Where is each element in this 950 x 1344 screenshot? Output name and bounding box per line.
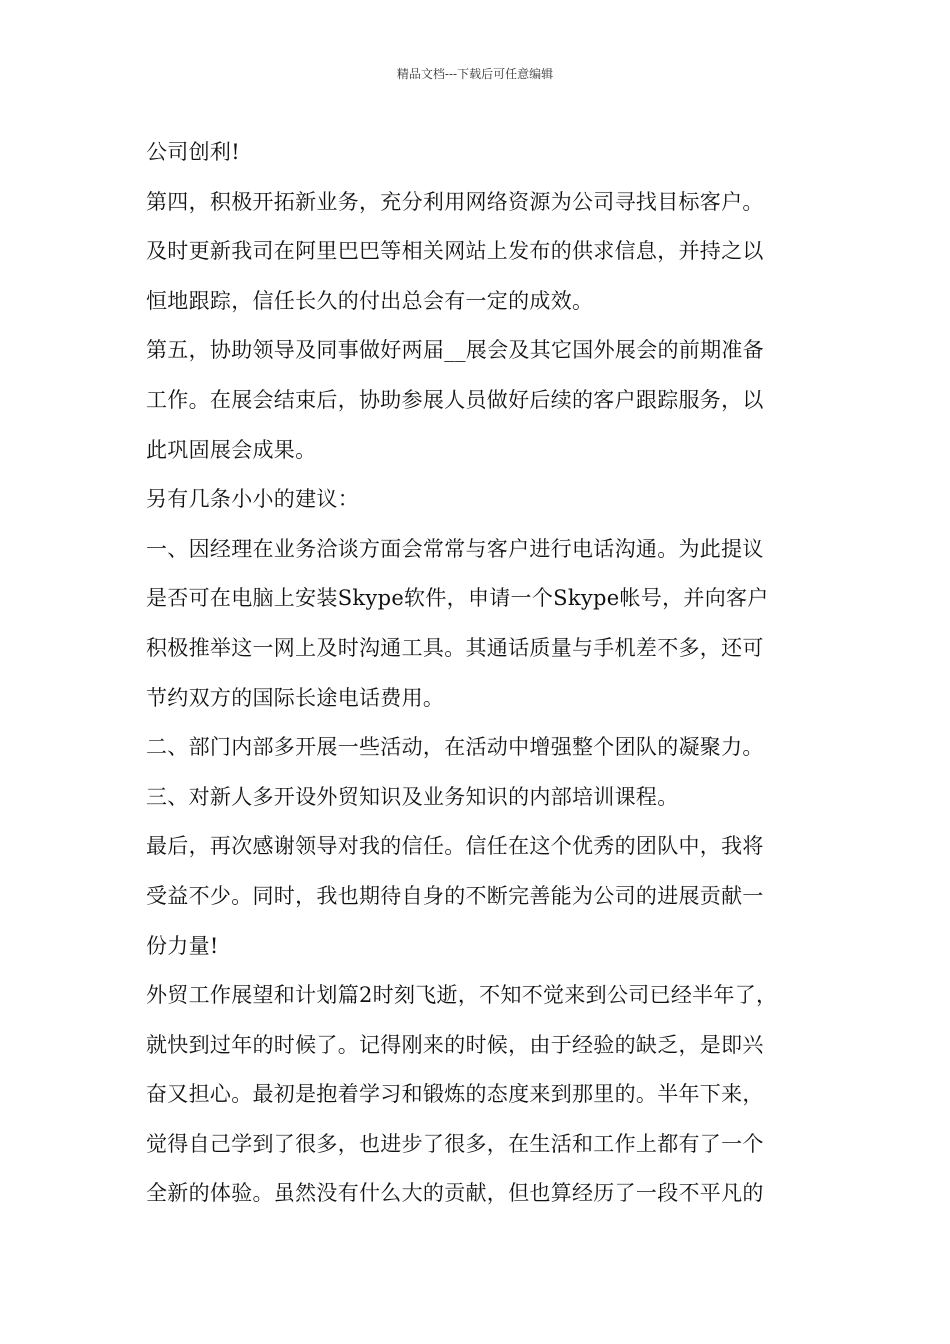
text-line: 积极推举这一网上及时沟通工具。其通话质量与手机差不多，还可 [146, 635, 764, 660]
text-line: 节约双方的国际长途电话费用。 [146, 685, 445, 710]
text-line: 奋又担心。最初是抱着学习和锻炼的态度来到那里的。半年下来， [146, 1082, 764, 1107]
text-line: 就快到过年的时候了。记得刚来的时候，由于经验的缺乏，是即兴 [146, 1032, 764, 1057]
text-line: 公司创利! [146, 140, 240, 164]
text-line: 三、对新人多开设外贸知识及业务知识的内部培训课程。 [146, 784, 679, 809]
text-line: 及时更新我司在阿里巴巴等相关网站上发布的供求信息，并持之以 [146, 239, 764, 264]
text-line: 全新的体验。虽然没有什么大的贡献，但也算经历了一段不平凡的 [146, 1181, 764, 1206]
text-line: 恒地跟踪，信任长久的付出总会有一定的成效。 [146, 288, 594, 313]
text-line: 第四，积极开拓新业务，充分利用网络资源为公司寻找目标客户。 [146, 189, 764, 214]
text-line: 二、部门内部多开展一些活动，在活动中增强整个团队的凝聚力。 [146, 735, 764, 760]
text-line: 份力量! [146, 933, 219, 958]
text-line: 是否可在电脑上安装Skype软件，申请一个Skype帐号，并向客户 [146, 586, 769, 611]
document-body [146, 128, 816, 1219]
text-line: 另有几条小小的建议： [146, 487, 359, 512]
page-header: 精品文档---下载后可任意编辑 [396, 67, 554, 81]
text-line: 最后，再次感谢领导对我的信任。信任在这个优秀的团队中，我将 [146, 834, 764, 859]
text-line: 一、因经理在业务洽谈方面会常常与客户进行电话沟通。为此提议 [146, 536, 764, 561]
text-line: 第五，协助领导及同事做好两届__展会及其它国外展会的前期准备 [146, 338, 764, 363]
text-line: 觉得自己学到了很多，也进步了很多，在生活和工作上都有了一个 [146, 1131, 764, 1156]
text-line: 工作。在展会结束后，协助参展人员做好后续的客户跟踪服务，以 [146, 387, 764, 412]
text-line: 此巩固展会成果。 [146, 437, 317, 462]
text-line: 受益不少。同时，我也期待自身的不断完善能为公司的进展贡献一 [146, 883, 764, 908]
text-line: 外贸工作展望和计划篇2时刻飞逝，不知不觉来到公司已经半年了， [146, 983, 778, 1008]
